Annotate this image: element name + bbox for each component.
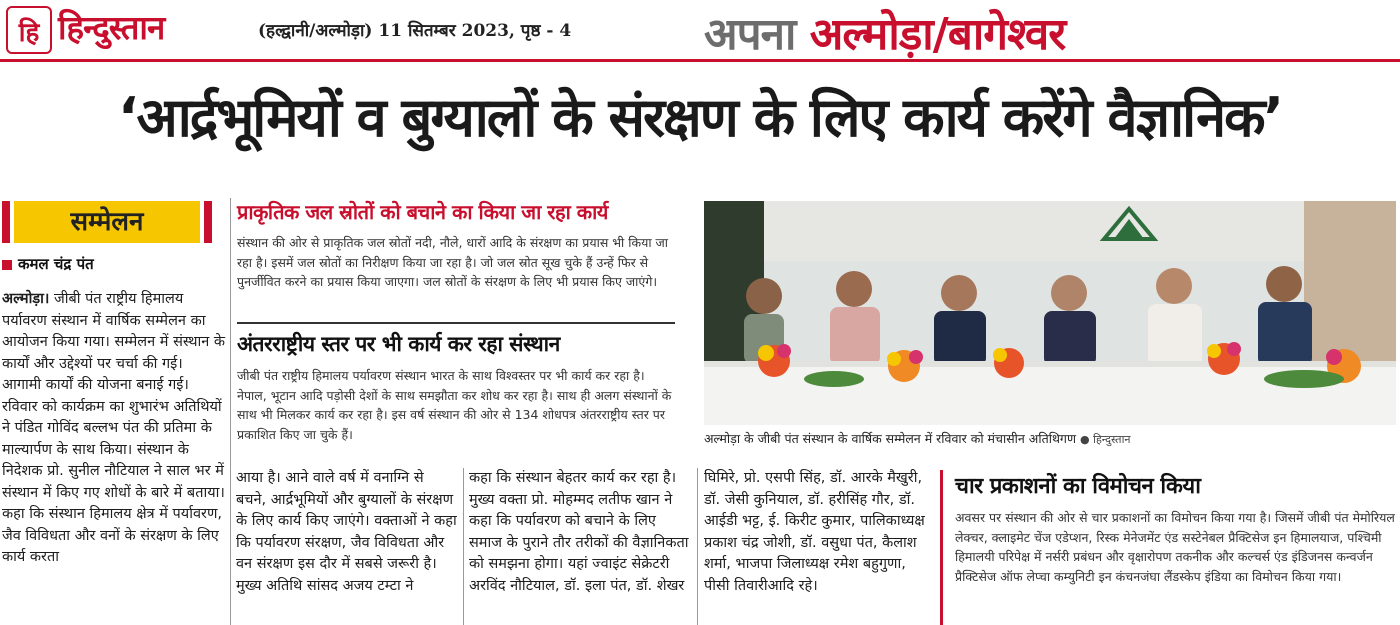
sidebar-box-water-sources	[237, 198, 675, 322]
column-divider	[230, 198, 231, 625]
box1-heading: प्राकृतिक जल स्रोतों को बचाने का किया जा रहा कार्य	[237, 200, 608, 224]
sidebar-box-international	[237, 322, 675, 457]
column-divider	[697, 468, 698, 625]
stage-guests-image	[704, 201, 1396, 425]
story-column-1	[2, 289, 226, 625]
column-divider	[463, 468, 464, 625]
masthead	[0, 0, 1400, 62]
photo-credit: ● हिन्दुस्तान	[1080, 433, 1131, 446]
box1-text: संस्थान की ओर से प्राकृतिक जल स्रोतों नदी, नौले, धारों आदि के संरक्षण का प्रयास भी किया जा रहा है। इसमें जल स्रोतों का निरीक्षण किया जा रहा है। जो जल स्रोत सूख चुके हैं उन्हें फिर से पुनर्जीवित करने का प्रयास किया जाएगा। जल स्रोतों के संरक्षण के लिए भी प्रयास किए जाएंगे।	[237, 235, 669, 289]
byline-square-icon	[2, 260, 12, 270]
story-column-4: घिमिरे, प्रो. एसपी सिंह, डॉ. आरके मैखुरी, डॉ. जेसी कुनियाल, डॉ. हरीसिंह गौर, डॉ. आईडी भट्ट, ई. किरीट कुमार, पालिकाध्यक्ष प्रकाश चंद्र जोशी, डॉ. वसुधा पंत, कैलाश शर्मा, भाजपा जिलाध्यक्ष रमेश बहुगुणा, पीसी तिवारीआदि रहे।	[704, 470, 925, 594]
kicker-bar-left	[2, 201, 10, 243]
brand-name[interactable]: हिन्दुस्तान	[58, 8, 165, 47]
section-title	[704, 2, 1065, 62]
photo-caption	[704, 430, 1396, 447]
event-photo[interactable]	[704, 201, 1396, 425]
brand-logo[interactable]	[6, 6, 52, 54]
byline	[2, 254, 94, 274]
box2-text: जीबी पंत राष्ट्रीय हिमालय पर्यावरण संस्थान भारत के साथ विश्वस्तर पर भी कार्य कर रहा है। नेपाल, भूटान आदि पड़ोसी देशों के साथ समझौता कर शोध कर रहा है। साथ ही अलग संस्थानों के साथ भी मिलकर कार्य कर रहा है। इस वर्ष संस्थान की ओर से 134 शोधपत्र अंतरराष्ट्रीय स्तर पर प्रकाशित किए जा चुके हैं।	[237, 368, 672, 442]
box3-heading: चार प्रकाशनों का विमोचन किया	[955, 474, 1201, 499]
kicker-bar-right	[204, 201, 212, 243]
story-column-2: आया है। आने वाले वर्ष में वनाग्नि से बचने, आर्द्रभूमियों और बुग्यालों के संरक्षण के लिए कार्य किए जाएंगे। वक्ताओं ने कहा कि पर्यावरण संरक्षण, जैव विविधता और वन संरक्षण इस दौर में सबसे जरूरी है। मुख्य अतिथि सांसद अजय टम्टा ने	[236, 470, 457, 594]
byline-author: कमल चंद्र पंत	[18, 255, 94, 273]
photo-caption-text: अल्मोड़ा के जीबी पंत संस्थान के वार्षिक सम्मेलन में रविवार को मंचासीन अतिथिगण	[704, 431, 1077, 446]
box2-heading: अंतरराष्ट्रीय स्तर पर भी कार्य कर रहा संस्थान	[237, 332, 560, 356]
story-column-1-text: जीबी पंत राष्ट्रीय हिमालय पर्यावरण संस्थान में वार्षिक सम्मेलन का आयोजन किया गया। सम्मेलन में संस्थान के कार्यों और उद्देश्यों पर चर्चा की गई। आगामी कार्यों की योजना बनाई गई। रविवार को कार्यक्रम का शुभारंभ अतिथियों ने पंडित गोविंद बल्लभ पंत की प्रतिमा के माल्यार्पण के साथ किया। संस्थान के निदेशक प्रो. सुनील नौटियाल ने साल भर में संस्थान में किए गए शोधों के बारे में बताया। कहा कि संस्थान हिमालय क्षेत्र में पर्यावरण, जैव विविधता और वनों के संरक्षण के लिए कार्य करता	[2, 291, 226, 565]
logo-icon	[8, 8, 50, 52]
kicker-text: सम्मेलन	[14, 201, 200, 243]
section-prefix: अपना	[704, 9, 796, 60]
dateline: अल्मोड़ा।	[2, 291, 50, 307]
box3-text: अवसर पर संस्थान की ओर से चार प्रकाशनों का विमोचन किया गया है। जिसमें जीबी पंत मेमोरियल लेक्चर, क्लाइमेट चेंज एडेप्शन, रिस्क मेनेजमेंट एंड सस्टेनेबल प्रैक्टिसेज इन हिमालयाज, पश्चिमी हिमालयी परिपेक्ष में नर्सरी प्रबंधन और वृक्षारोपण तकनीक और कल्चर्स एंड इंडिजनस कन्वर्जन प्रैक्टिसेज ऑफ लेप्चा कम्युनिटी इन कंचनजंघा लैंडस्केप इंडिया का विमोचन किया गया।	[955, 510, 1395, 584]
sidebar-box-publications	[940, 470, 1396, 625]
edition-info: (हल्द्वानी/अल्मोड़ा) 11 सितम्बर 2023, पृष्ठ - 4	[258, 21, 572, 41]
logo-letter: हि	[18, 18, 40, 48]
kicker-label	[2, 201, 212, 243]
main-headline: ‘आर्द्रभूमियों व बुग्यालों के संरक्षण के लिए कार्य करेंगे वैज्ञानिक’	[117, 86, 1283, 149]
section-name: अल्मोड़ा/बागेश्वर	[809, 9, 1066, 60]
story-column-3: कहा कि संस्थान बेहतर कार्य कर रहा है। मुख्य वक्ता प्रो. मोहम्मद लतीफ खान ने कहा कि पर्यावरण को बचाने के लिए समाज के पुराने तौर तरीकों की वैज्ञानिकता को समझना होगा। यहां ज्वाइंट सेक्रेटरी अरविंद नौटियाल, डॉ. इला पंत, डॉ. शेखर	[469, 470, 689, 594]
